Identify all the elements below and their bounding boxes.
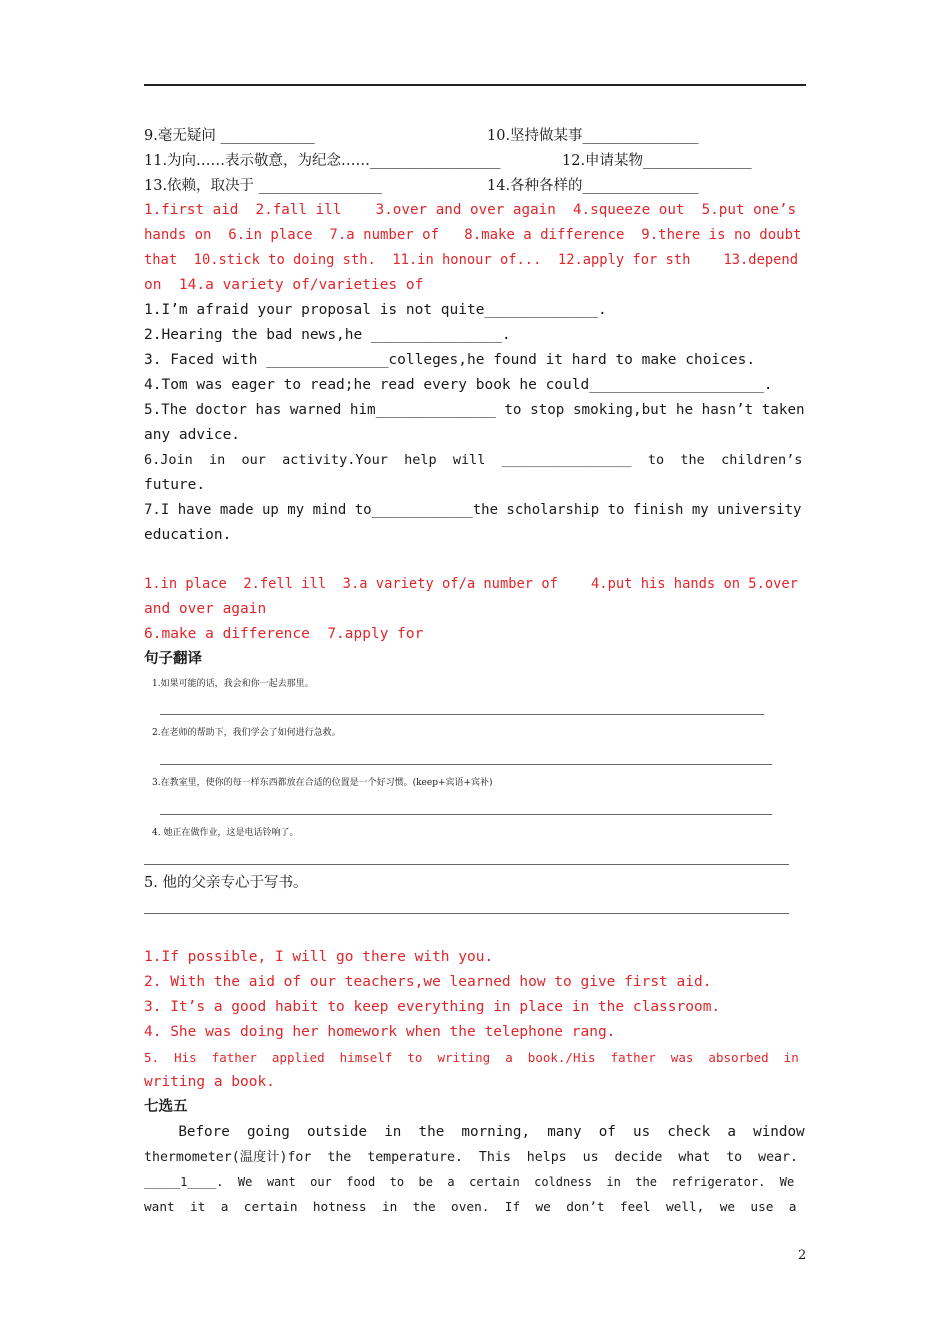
vocab-answer-line: that 10.stick to doing sth. 11.in honour of... 12.apply for sth 13.depend xyxy=(144,252,798,268)
fill-blank-line: 2.Hearing the bad news,he _______________. xyxy=(144,327,511,343)
answer-line xyxy=(144,913,789,914)
vocab-item-12: 12.申请某物_______________ xyxy=(562,153,752,169)
translation-answer: 2. With the aid of our teachers,we learned how to give first aid. xyxy=(144,974,712,990)
fill-blank-line: education. xyxy=(144,527,232,543)
seven-five-heading: 七选五 xyxy=(144,1099,188,1115)
vocab-item-13: 13.依赖，取决于 _________________ xyxy=(144,178,382,194)
vocab-answer-line: 1.first aid 2.fall ill 3.over and over again 4.squeeze out 5.put one’s xyxy=(144,202,797,218)
translation-item: 5. 他的父亲专心于写书。 xyxy=(144,875,308,891)
vocab-answer-line: on 14.a variety of/varieties of xyxy=(144,277,424,293)
fill-blank-line: any advice. xyxy=(144,427,241,443)
vocab-item-11: 11.为向……表示敬意，为纪念……__________________ xyxy=(144,153,501,169)
vocab-item-9: 9.毫无疑问 _____________ xyxy=(144,128,315,144)
translation-item: 4. 她正在做作业，这是电话铃响了。 xyxy=(152,828,299,838)
translation-answer: 1.If possible, I will go there with you. xyxy=(144,949,494,965)
fill-blank-line: 7.I have made up my mind to____________the scholarship to finish my university xyxy=(144,502,802,518)
fill-blank-line: 6.Join in our activity.Your help will ________________ to the children’s xyxy=(144,452,803,468)
fill-blank-line: 5.The doctor has warned him______________ to stop smoking,but he hasn’t taken xyxy=(144,402,805,418)
vocab-item-14: 14.各种各样的________________ xyxy=(487,178,699,194)
translation-item: 3.在教室里，使你的每一样东西都放在合适的位置是一个好习惯。(keep+宾语+宾补) xyxy=(152,778,493,788)
translation-answer: 4. She was doing her homework when the telephone rang. xyxy=(144,1024,616,1040)
fill-blank-line: 4.Tom was eager to read;he read every book he could____________________. xyxy=(144,377,773,393)
fill-blank-line: 3. Faced with ______________colleges,he found it hard to make choices. xyxy=(144,352,756,368)
fill-blank-line: 1.I’m afraid your proposal is not quite_____________. xyxy=(144,302,607,318)
page-number: 2 xyxy=(798,1248,807,1263)
vocab-item-10: 10.坚持做某事________________ xyxy=(487,128,699,144)
answer-line xyxy=(160,764,772,765)
translation-heading: 句子翻译 xyxy=(144,651,202,667)
translation-answer: 5. His father applied himself to writing a book./His father was absorbed in xyxy=(144,1050,799,1065)
answer-line xyxy=(144,864,789,865)
fill-blank-line: future. xyxy=(144,477,206,493)
passage-line: _____1____. We want our food to be a certain coldness in the refrigerator. We xyxy=(144,1175,795,1189)
fill-answer-line: 6.make a difference 7.apply for xyxy=(144,626,424,642)
translation-item: 1.如果可能的话，我会和你一起去那里。 xyxy=(152,679,314,689)
passage-line: Before going outside in the morning, many of us check a window xyxy=(144,1124,805,1140)
header-rule xyxy=(144,84,806,86)
translation-answer: 3. It’s a good habit to keep everything in place in the classroom. xyxy=(144,999,721,1015)
translation-answer: writing a book. xyxy=(144,1074,275,1090)
answer-line xyxy=(160,814,772,815)
passage-line: thermometer(温度计)for the temperature. This helps us decide what to wear. xyxy=(144,1150,798,1165)
fill-answer-line: 1.in place 2.fell ill 3.a variety of/a number of 4.put his hands on 5.over xyxy=(144,576,798,592)
passage-line: want it a certain hotness in the oven. If we don’t feel well, we use a xyxy=(144,1200,797,1215)
fill-answer-line: and over again xyxy=(144,601,267,617)
answer-line xyxy=(160,714,764,715)
vocab-answer-line: hands on 6.in place 7.a number of 8.make a difference 9.there is no doubt xyxy=(144,227,802,243)
translation-item: 2.在老师的帮助下，我们学会了如何进行急救。 xyxy=(152,728,341,738)
